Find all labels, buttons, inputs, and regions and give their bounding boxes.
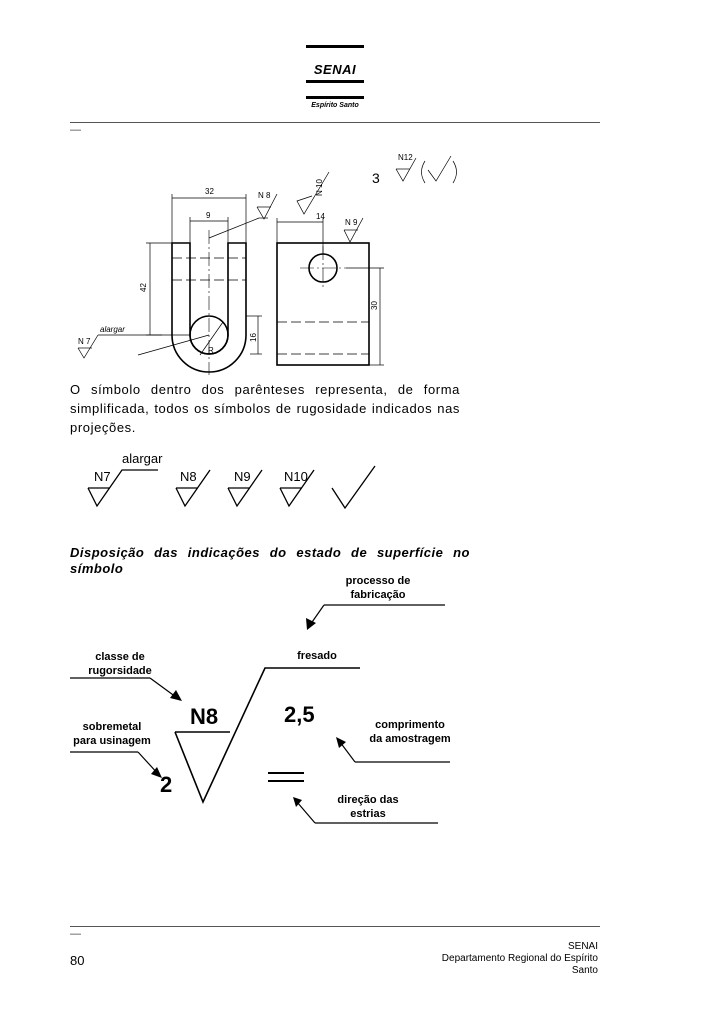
- machining-allowance-value: 2: [160, 772, 173, 797]
- sampling-length-value: 2,5: [284, 702, 315, 727]
- logo-bar-mid: [306, 80, 364, 83]
- dim-16-label: 16: [249, 333, 258, 342]
- header-rule: [70, 122, 600, 123]
- fresado-label: fresado: [297, 650, 337, 662]
- symbol-n9-label: N9: [234, 469, 251, 484]
- classe-label: classe de rugorsidade: [88, 651, 152, 677]
- dim-30-label: 30: [370, 301, 379, 310]
- body-paragraph: O símbolo dentro dos parênteses representa, de forma simplificada, todos os símbolos de rugosidade indicados nas projeções.: [70, 382, 460, 435]
- alargar-label: alargar: [122, 451, 163, 466]
- footer-dash: —: [70, 928, 81, 940]
- symbol-n7-label: N7: [94, 469, 111, 484]
- surface-indication-diagram: [60, 580, 480, 840]
- callout-three: 3: [372, 170, 380, 186]
- footer-organization: SENAI Departamento Regional do Espírito Santo: [441, 941, 598, 976]
- logo-subtitle: Espírito Santo: [311, 102, 359, 109]
- logo-bar-bottom: [306, 96, 364, 99]
- dim-42-label: 42: [139, 283, 148, 292]
- dim-r-label: R: [208, 346, 214, 355]
- comprimento-label: comprimento da amostragem: [369, 719, 451, 745]
- roughness-symbols-row: [70, 448, 400, 518]
- technical-drawing: [60, 150, 480, 375]
- section-heading: Disposição das indicações do estado de superfície no símbolo: [70, 545, 470, 576]
- direcao-label: direção das estrias: [337, 794, 399, 820]
- dim-14-label: 14: [316, 212, 325, 221]
- logo-text: SENAI: [313, 62, 357, 77]
- page-number: 80: [70, 953, 85, 968]
- alargar-drawing-label: alargar: [100, 325, 125, 334]
- dim-32-label: 32: [205, 187, 214, 196]
- n12-label: N12: [398, 153, 413, 162]
- footer-rule: [70, 926, 600, 927]
- header-dash: —: [70, 124, 81, 136]
- n8-drawing-label: N 8: [258, 191, 271, 200]
- n7-drawing-label: N 7: [78, 337, 91, 346]
- symbol-n8-label: N8: [180, 469, 197, 484]
- n9-drawing-label: N 9: [345, 218, 358, 227]
- logo-bar-top: [306, 45, 364, 48]
- symbol-n10-label: N10: [284, 469, 308, 484]
- n8-value: N8: [190, 704, 219, 729]
- dim-9-label: 9: [206, 211, 211, 220]
- sobremetal-label: sobremetal para usinagem: [73, 721, 151, 747]
- processo-label: processo de fabricação: [345, 575, 411, 601]
- n10-drawing-label: N 10: [315, 179, 324, 196]
